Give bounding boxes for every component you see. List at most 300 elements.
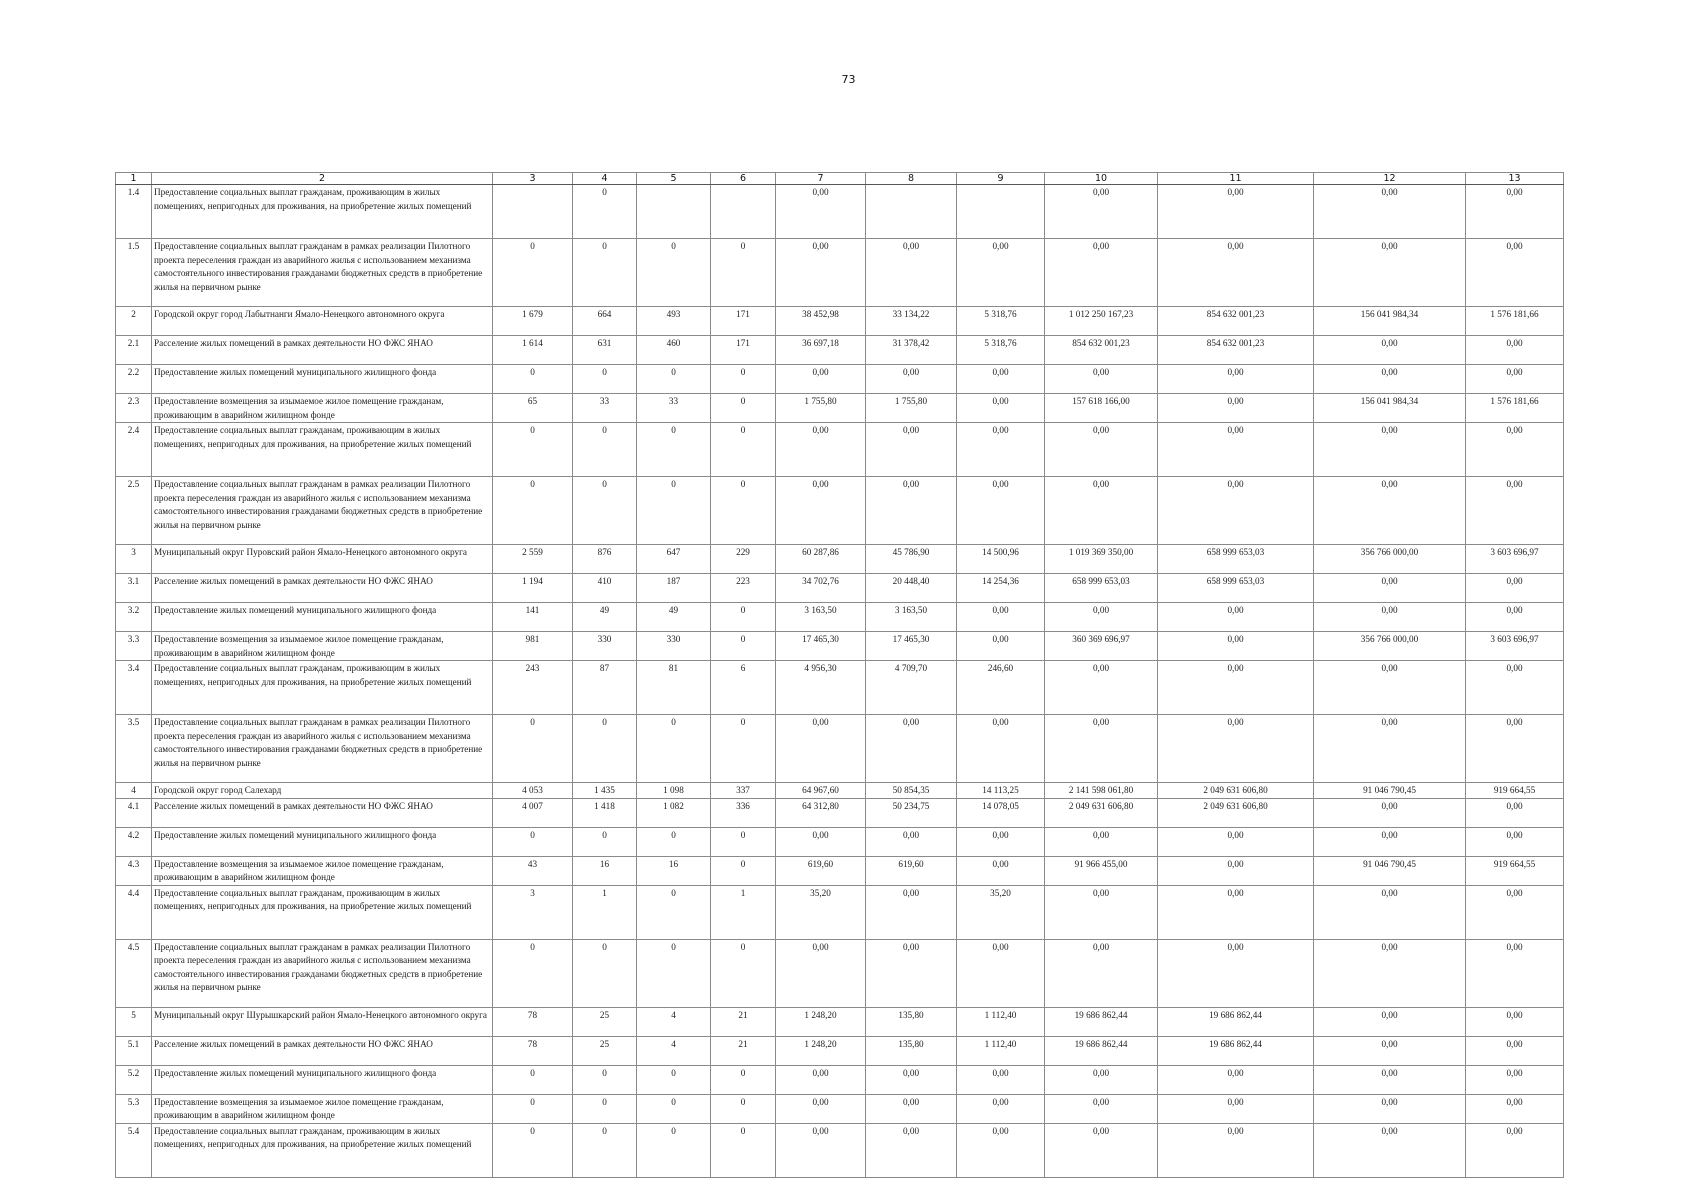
row-number-cell: 3.1 [116, 574, 152, 603]
value-cell: 0,00 [866, 885, 957, 939]
value-cell: 664 [573, 307, 637, 336]
value-cell: 0,00 [1158, 423, 1314, 477]
value-cell: 0,00 [1314, 1007, 1466, 1036]
row-number-cell: 2.1 [116, 336, 152, 365]
row-description-cell: Предоставление возмещения за изымаемое жилое помещение гражданам, проживающим в аварийном жилищном фонде [152, 1094, 493, 1123]
row-number-cell: 4.4 [116, 885, 152, 939]
row-number-cell: 3.4 [116, 661, 152, 715]
column-header-2: 2 [152, 173, 493, 185]
value-cell: 0,00 [1466, 365, 1564, 394]
value-cell: 20 448,40 [866, 574, 957, 603]
value-cell: 229 [711, 545, 776, 574]
value-cell: 919 664,55 [1466, 783, 1564, 799]
value-cell: 25 [573, 1007, 637, 1036]
value-cell: 0,00 [1045, 185, 1158, 239]
value-cell: 157 618 166,00 [1045, 394, 1158, 423]
value-cell: 4 053 [493, 783, 573, 799]
row-description-cell: Городской округ город Лабытнанги Ямало-Ненецкого автономного округа [152, 307, 493, 336]
column-header-8: 8 [866, 173, 957, 185]
value-cell: 0,00 [1466, 715, 1564, 783]
row-number-cell: 3.5 [116, 715, 152, 783]
value-cell: 0 [493, 1065, 573, 1094]
value-cell: 5 318,76 [957, 336, 1045, 365]
value-cell: 14 500,96 [957, 545, 1045, 574]
value-cell: 0,00 [957, 239, 1045, 307]
value-cell: 460 [637, 336, 711, 365]
value-cell: 0,00 [1466, 1094, 1564, 1123]
value-cell: 16 [573, 856, 637, 885]
value-cell: 3 163,50 [866, 603, 957, 632]
value-cell: 0,00 [866, 423, 957, 477]
value-cell: 0,00 [1314, 423, 1466, 477]
value-cell [957, 185, 1045, 239]
value-cell: 3 163,50 [776, 603, 866, 632]
value-cell: 1 098 [637, 783, 711, 799]
value-cell: 0,00 [1314, 827, 1466, 856]
value-cell: 0 [493, 239, 573, 307]
row-number-cell: 1.4 [116, 185, 152, 239]
value-cell: 17 465,30 [866, 632, 957, 661]
value-cell: 0 [711, 423, 776, 477]
column-header-11: 11 [1158, 173, 1314, 185]
value-cell: 0,00 [1045, 477, 1158, 545]
table-body [116, 185, 1564, 1178]
value-cell: 0 [711, 939, 776, 1007]
value-cell: 0,00 [776, 939, 866, 1007]
row-number-cell: 2.3 [116, 394, 152, 423]
value-cell: 0,00 [1314, 239, 1466, 307]
table-row [116, 1065, 1564, 1094]
value-cell: 33 [637, 394, 711, 423]
value-cell: 3 603 696,97 [1466, 632, 1564, 661]
table-row [116, 1123, 1564, 1177]
value-cell: 1 112,40 [957, 1036, 1045, 1065]
value-cell: 919 664,55 [1466, 856, 1564, 885]
value-cell: 49 [637, 603, 711, 632]
row-description-cell: Расселение жилых помещений в рамках деятельности НО ФЖС ЯНАО [152, 1036, 493, 1065]
value-cell: 0,00 [1045, 1123, 1158, 1177]
row-number-cell: 5.1 [116, 1036, 152, 1065]
value-cell: 25 [573, 1036, 637, 1065]
value-cell: 0,00 [1466, 336, 1564, 365]
value-cell: 0,00 [1314, 661, 1466, 715]
value-cell: 0,00 [1314, 185, 1466, 239]
value-cell: 1 576 181,66 [1466, 307, 1564, 336]
table-row [116, 798, 1564, 827]
value-cell: 19 686 862,44 [1158, 1007, 1314, 1036]
value-cell: 0,00 [866, 939, 957, 1007]
value-cell: 337 [711, 783, 776, 799]
value-cell: 0 [637, 715, 711, 783]
column-header-3: 3 [493, 173, 573, 185]
value-cell: 0,00 [1314, 365, 1466, 394]
row-number-cell: 2.4 [116, 423, 152, 477]
value-cell: 658 999 653,03 [1158, 574, 1314, 603]
column-header-1: 1 [116, 173, 152, 185]
row-description-cell: Предоставление жилых помещений муниципального жилищного фонда [152, 603, 493, 632]
value-cell: 330 [637, 632, 711, 661]
row-description-cell: Предоставление социальных выплат гражданам в рамках реализации Пилотного проекта переселения граждан из аварийного жилья с использованием механизма самостоятельного инвестирования гражданами бюджетных средств в приобретение жилья на первичном рынке [152, 239, 493, 307]
value-cell [637, 185, 711, 239]
value-cell [493, 185, 573, 239]
value-cell: 0,00 [1466, 1123, 1564, 1177]
value-cell: 0,00 [776, 1123, 866, 1177]
value-cell: 0 [493, 827, 573, 856]
row-description-cell: Предоставление возмещения за изымаемое жилое помещение гражданам, проживающим в аварийном жилищном фонде [152, 632, 493, 661]
value-cell: 0,00 [1314, 477, 1466, 545]
value-cell: 0 [637, 365, 711, 394]
value-cell: 1 755,80 [776, 394, 866, 423]
value-cell: 0,00 [1314, 798, 1466, 827]
value-cell: 187 [637, 574, 711, 603]
table-row [116, 827, 1564, 856]
value-cell: 36 697,18 [776, 336, 866, 365]
value-cell: 3 603 696,97 [1466, 545, 1564, 574]
row-number-cell: 3.3 [116, 632, 152, 661]
value-cell: 16 [637, 856, 711, 885]
value-cell: 0 [573, 477, 637, 545]
table-row [116, 661, 1564, 715]
column-header-10: 10 [1045, 173, 1158, 185]
row-description-cell: Муниципальный округ Шурышкарский район Ямало-Ненецкого автономного округа [152, 1007, 493, 1036]
value-cell: 1 012 250 167,23 [1045, 307, 1158, 336]
row-number-cell: 2.2 [116, 365, 152, 394]
value-cell: 0,00 [957, 477, 1045, 545]
row-number-cell: 2 [116, 307, 152, 336]
value-cell: 0,00 [1045, 365, 1158, 394]
row-description-cell: Расселение жилых помещений в рамках деятельности НО ФЖС ЯНАО [152, 336, 493, 365]
value-cell: 0,00 [1314, 336, 1466, 365]
value-cell: 0,00 [1158, 827, 1314, 856]
value-cell: 0,00 [1158, 1123, 1314, 1177]
value-cell: 0,00 [1045, 603, 1158, 632]
value-cell: 19 686 862,44 [1045, 1007, 1158, 1036]
value-cell: 17 465,30 [776, 632, 866, 661]
value-cell: 43 [493, 856, 573, 885]
value-cell: 35,20 [957, 885, 1045, 939]
value-cell: 0,00 [1466, 477, 1564, 545]
table-row [116, 856, 1564, 885]
value-cell: 156 041 984,34 [1314, 394, 1466, 423]
row-description-cell: Предоставление социальных выплат гражданам, проживающим в жилых помещениях, непригодных для проживания, на приобретение жилых помещений [152, 1123, 493, 1177]
value-cell: 0,00 [1158, 477, 1314, 545]
value-cell: 2 049 631 606,80 [1158, 783, 1314, 799]
row-description-cell: Предоставление социальных выплат гражданам, проживающим в жилых помещениях, непригодных для проживания, на приобретение жилых помещений [152, 885, 493, 939]
value-cell: 0,00 [1158, 1094, 1314, 1123]
value-cell: 0,00 [1158, 1065, 1314, 1094]
row-description-cell: Предоставление возмещения за изымаемое жилое помещение гражданам, проживающим в аварийном жилищном фонде [152, 394, 493, 423]
value-cell: 0,00 [957, 394, 1045, 423]
table-row [116, 885, 1564, 939]
value-cell: 0 [711, 632, 776, 661]
value-cell: 0 [493, 1123, 573, 1177]
value-cell: 1 418 [573, 798, 637, 827]
value-cell: 1 082 [637, 798, 711, 827]
row-description-cell: Предоставление социальных выплат гражданам в рамках реализации Пилотного проекта переселения граждан из аварийного жилья с использованием механизма самостоятельного инвестирования гражданами бюджетных средств в приобретение жилья на первичном рынке [152, 477, 493, 545]
value-cell: 0,00 [1466, 574, 1564, 603]
value-cell: 0,00 [957, 827, 1045, 856]
value-cell: 5 318,76 [957, 307, 1045, 336]
table-row [116, 715, 1564, 783]
row-description-cell: Расселение жилых помещений в рамках деятельности НО ФЖС ЯНАО [152, 798, 493, 827]
value-cell: 135,80 [866, 1036, 957, 1065]
value-cell: 0,00 [1045, 827, 1158, 856]
row-number-cell: 2.5 [116, 477, 152, 545]
value-cell: 34 702,76 [776, 574, 866, 603]
value-cell: 0 [637, 1123, 711, 1177]
value-cell: 6 [711, 661, 776, 715]
value-cell: 0 [573, 939, 637, 1007]
value-cell: 0,00 [1314, 885, 1466, 939]
value-cell: 0,00 [776, 185, 866, 239]
row-description-cell: Предоставление социальных выплат гражданам в рамках реализации Пилотного проекта переселения граждан из аварийного жилья с использованием механизма самостоятельного инвестирования гражданами бюджетных средств в приобретение жилья на первичном рынке [152, 939, 493, 1007]
value-cell: 0,00 [1045, 885, 1158, 939]
value-cell: 854 632 001,23 [1158, 336, 1314, 365]
row-description-cell: Предоставление социальных выплат гражданам, проживающим в жилых помещениях, непригодных для проживания, на приобретение жилых помещений [152, 185, 493, 239]
column-header-4: 4 [573, 173, 637, 185]
table-row [116, 185, 1564, 239]
value-cell: 0,00 [1314, 574, 1466, 603]
value-cell: 0 [493, 423, 573, 477]
row-number-cell: 4 [116, 783, 152, 799]
value-cell: 981 [493, 632, 573, 661]
value-cell: 1 019 369 350,00 [1045, 545, 1158, 574]
row-number-cell: 1.5 [116, 239, 152, 307]
row-number-cell: 5.3 [116, 1094, 152, 1123]
value-cell: 0,00 [1466, 1036, 1564, 1065]
value-cell: 0,00 [1045, 239, 1158, 307]
value-cell: 0 [493, 477, 573, 545]
value-cell: 81 [637, 661, 711, 715]
value-cell: 0,00 [776, 239, 866, 307]
value-cell: 0,00 [1045, 661, 1158, 715]
value-cell: 223 [711, 574, 776, 603]
value-cell: 1 [711, 885, 776, 939]
value-cell: 50 854,35 [866, 783, 957, 799]
value-cell: 0 [711, 856, 776, 885]
value-cell: 0 [711, 239, 776, 307]
value-cell: 0,00 [776, 715, 866, 783]
value-cell: 1 248,20 [776, 1036, 866, 1065]
row-number-cell: 4.1 [116, 798, 152, 827]
value-cell: 0,00 [1158, 715, 1314, 783]
value-cell: 65 [493, 394, 573, 423]
value-cell: 0 [637, 939, 711, 1007]
value-cell: 0,00 [1045, 715, 1158, 783]
value-cell: 171 [711, 307, 776, 336]
row-number-cell: 5.4 [116, 1123, 152, 1177]
value-cell: 0,00 [1158, 856, 1314, 885]
column-header-12: 12 [1314, 173, 1466, 185]
value-cell: 330 [573, 632, 637, 661]
value-cell: 0,00 [1314, 939, 1466, 1007]
value-cell: 1 248,20 [776, 1007, 866, 1036]
value-cell: 64 312,80 [776, 798, 866, 827]
value-cell: 0,00 [1466, 1007, 1564, 1036]
table-row [116, 1094, 1564, 1123]
value-cell: 0,00 [1466, 1065, 1564, 1094]
value-cell: 0 [637, 827, 711, 856]
value-cell: 854 632 001,23 [1045, 336, 1158, 365]
row-description-cell: Городской округ город Салехард [152, 783, 493, 799]
value-cell: 0,00 [1466, 423, 1564, 477]
value-cell: 91 046 790,45 [1314, 783, 1466, 799]
value-cell: 78 [493, 1036, 573, 1065]
value-cell: 135,80 [866, 1007, 957, 1036]
value-cell: 0,00 [866, 1094, 957, 1123]
value-cell [711, 185, 776, 239]
value-cell: 0 [711, 1094, 776, 1123]
value-cell: 0,00 [866, 1123, 957, 1177]
value-cell: 493 [637, 307, 711, 336]
value-cell: 0,00 [1314, 1036, 1466, 1065]
value-cell: 171 [711, 336, 776, 365]
value-cell: 4 [637, 1007, 711, 1036]
value-cell: 0 [573, 715, 637, 783]
value-cell: 0 [493, 365, 573, 394]
value-cell: 0 [573, 423, 637, 477]
value-cell: 0,00 [1314, 1123, 1466, 1177]
value-cell: 1 755,80 [866, 394, 957, 423]
table-row [116, 783, 1564, 799]
table-row [116, 574, 1564, 603]
value-cell: 38 452,98 [776, 307, 866, 336]
value-cell: 60 287,86 [776, 545, 866, 574]
value-cell: 0 [711, 827, 776, 856]
column-header-7: 7 [776, 173, 866, 185]
value-cell: 619,60 [866, 856, 957, 885]
value-cell: 0 [573, 365, 637, 394]
value-cell: 0 [637, 239, 711, 307]
value-cell: 0 [711, 365, 776, 394]
value-cell: 0,00 [866, 715, 957, 783]
value-cell: 0,00 [957, 632, 1045, 661]
column-header-13: 13 [1466, 173, 1564, 185]
value-cell: 0,00 [957, 1065, 1045, 1094]
value-cell: 14 113,25 [957, 783, 1045, 799]
value-cell: 0,00 [1466, 185, 1564, 239]
value-cell: 1 112,40 [957, 1007, 1045, 1036]
value-cell: 356 766 000,00 [1314, 545, 1466, 574]
value-cell: 658 999 653,03 [1045, 574, 1158, 603]
value-cell: 156 041 984,34 [1314, 307, 1466, 336]
value-cell: 0,00 [1158, 661, 1314, 715]
value-cell: 1 614 [493, 336, 573, 365]
value-cell: 0 [573, 1094, 637, 1123]
value-cell: 87 [573, 661, 637, 715]
row-description-cell: Предоставление жилых помещений муниципального жилищного фонда [152, 1065, 493, 1094]
value-cell: 0 [573, 1065, 637, 1094]
table-row [116, 336, 1564, 365]
value-cell: 0,00 [957, 1123, 1045, 1177]
value-cell: 33 134,22 [866, 307, 957, 336]
value-cell: 658 999 653,03 [1158, 545, 1314, 574]
value-cell: 0,00 [1314, 1065, 1466, 1094]
value-cell: 0,00 [957, 939, 1045, 1007]
value-cell: 1 435 [573, 783, 637, 799]
value-cell: 0,00 [866, 239, 957, 307]
value-cell: 0 [573, 827, 637, 856]
value-cell: 0,00 [776, 423, 866, 477]
value-cell: 0 [711, 1123, 776, 1177]
value-cell: 0,00 [776, 1065, 866, 1094]
table-row [116, 423, 1564, 477]
page-number: 73 [841, 73, 856, 86]
value-cell [866, 185, 957, 239]
table-row [116, 477, 1564, 545]
row-number-cell: 5.2 [116, 1065, 152, 1094]
value-cell: 0,00 [957, 856, 1045, 885]
value-cell: 0,00 [866, 827, 957, 856]
value-cell: 31 378,42 [866, 336, 957, 365]
value-cell: 0,00 [957, 365, 1045, 394]
row-number-cell: 4.2 [116, 827, 152, 856]
value-cell: 4 956,30 [776, 661, 866, 715]
value-cell: 0 [711, 1065, 776, 1094]
value-cell: 0,00 [1045, 939, 1158, 1007]
value-cell: 0,00 [1466, 239, 1564, 307]
value-cell: 14 078,05 [957, 798, 1045, 827]
value-cell: 876 [573, 545, 637, 574]
value-cell: 0,00 [866, 365, 957, 394]
value-cell: 0,00 [1158, 603, 1314, 632]
value-cell: 0,00 [1158, 394, 1314, 423]
table-row [116, 545, 1564, 574]
value-cell: 0 [637, 477, 711, 545]
value-cell: 0 [637, 1094, 711, 1123]
value-cell: 336 [711, 798, 776, 827]
value-cell: 0,00 [1314, 715, 1466, 783]
value-cell: 21 [711, 1036, 776, 1065]
row-description-cell: Предоставление возмещения за изымаемое жилое помещение гражданам, проживающим в аварийном жилищном фонде [152, 856, 493, 885]
value-cell: 854 632 001,23 [1158, 307, 1314, 336]
value-cell: 2 049 631 606,80 [1158, 798, 1314, 827]
value-cell: 0 [711, 477, 776, 545]
value-cell: 2 141 598 061,80 [1045, 783, 1158, 799]
row-description-cell: Предоставление социальных выплат гражданам, проживающим в жилых помещениях, непригодных для проживания, на приобретение жилых помещений [152, 661, 493, 715]
row-number-cell: 5 [116, 1007, 152, 1036]
value-cell: 0 [637, 423, 711, 477]
table-row [116, 307, 1564, 336]
value-cell: 0,00 [776, 477, 866, 545]
value-cell: 0 [493, 939, 573, 1007]
value-cell: 360 369 696,97 [1045, 632, 1158, 661]
value-cell: 4 [637, 1036, 711, 1065]
table-row [116, 239, 1564, 307]
table-row [116, 394, 1564, 423]
value-cell: 0,00 [1314, 603, 1466, 632]
value-cell: 0,00 [1045, 1065, 1158, 1094]
value-cell: 35,20 [776, 885, 866, 939]
value-cell: 0,00 [1466, 798, 1564, 827]
value-cell: 0,00 [866, 477, 957, 545]
value-cell: 0,00 [1314, 1094, 1466, 1123]
value-cell: 243 [493, 661, 573, 715]
table-row [116, 365, 1564, 394]
resettlement-table [115, 172, 1564, 1178]
value-cell: 3 [493, 885, 573, 939]
value-cell: 0,00 [776, 365, 866, 394]
value-cell: 631 [573, 336, 637, 365]
value-cell: 0,00 [1466, 661, 1564, 715]
row-description-cell: Предоставление социальных выплат гражданам в рамках реализации Пилотного проекта переселения граждан из аварийного жилья с использованием механизма самостоятельного инвестирования гражданами бюджетных средств в приобретение жилья на первичном рынке [152, 715, 493, 783]
value-cell: 0 [637, 885, 711, 939]
column-header-9: 9 [957, 173, 1045, 185]
value-cell: 33 [573, 394, 637, 423]
row-description-cell: Расселение жилых помещений в рамках деятельности НО ФЖС ЯНАО [152, 574, 493, 603]
value-cell: 1 194 [493, 574, 573, 603]
value-cell: 1 679 [493, 307, 573, 336]
